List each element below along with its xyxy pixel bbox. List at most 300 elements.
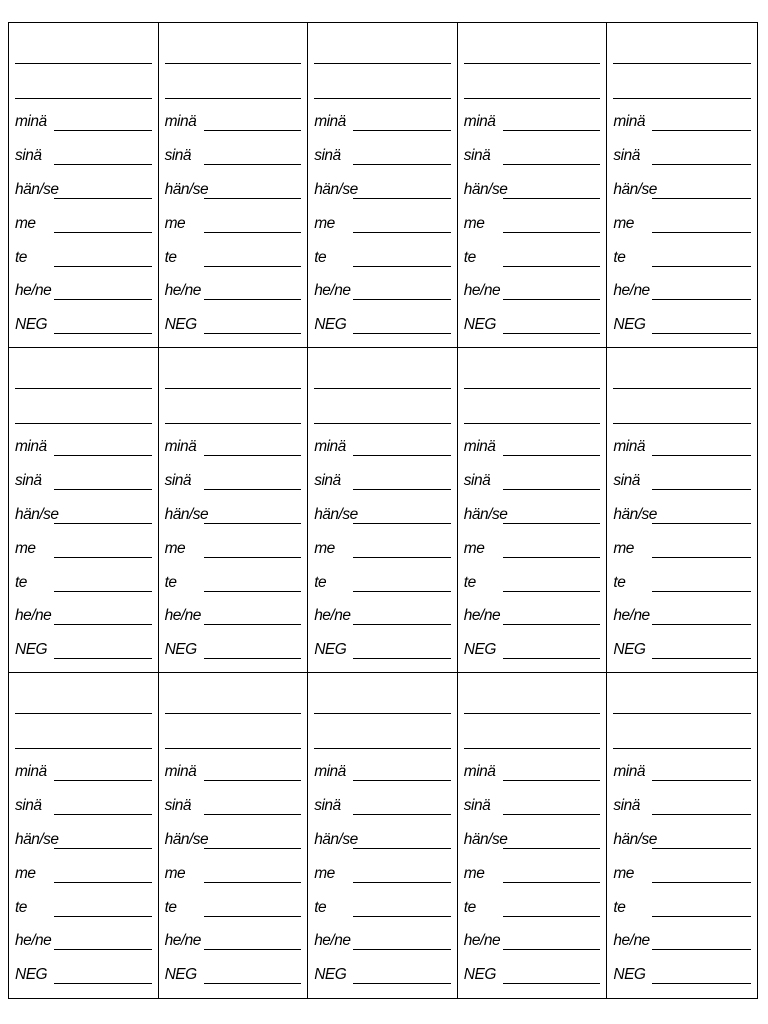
answer-blank-line[interactable]: [204, 232, 302, 233]
verb-meaning-blank-line[interactable]: [165, 748, 302, 749]
conjugation-row: [314, 930, 451, 950]
pronoun-label: minä: [164, 762, 197, 780]
conjugation-row: [15, 179, 152, 199]
conjugation-row: [15, 145, 152, 165]
conjugation-row: [15, 761, 152, 781]
pronoun-label: te: [314, 248, 327, 266]
conjugation-row: [15, 538, 152, 558]
answer-blank-line[interactable]: [503, 266, 601, 267]
conjugation-row: [314, 829, 451, 849]
verb-card: [308, 23, 458, 348]
conjugation-row: [314, 761, 451, 781]
answer-blank-line[interactable]: [54, 232, 152, 233]
answer-blank-line[interactable]: [353, 916, 451, 917]
pronoun-label: NEG: [15, 640, 48, 658]
answer-blank-line[interactable]: [503, 164, 601, 165]
verb-meaning-blank-line[interactable]: [464, 423, 601, 424]
answer-blank-line[interactable]: [353, 299, 451, 300]
answer-blank-line[interactable]: [652, 489, 751, 490]
conjugation-row: [314, 538, 451, 558]
pronoun-label: minä: [613, 112, 645, 130]
answer-blank-line[interactable]: [353, 455, 451, 456]
pronoun-label: hän/se: [15, 830, 59, 848]
answer-blank-line[interactable]: [503, 299, 601, 300]
conjugation-row: [15, 247, 152, 267]
answer-blank-line[interactable]: [503, 848, 601, 849]
pronoun-label: te: [613, 898, 626, 916]
answer-blank-line[interactable]: [652, 557, 751, 558]
answer-blank-line[interactable]: [204, 164, 302, 165]
answer-blank-line[interactable]: [503, 489, 601, 490]
pronoun-label: hän/se: [613, 180, 657, 198]
answer-blank-line[interactable]: [204, 489, 302, 490]
answer-blank-line[interactable]: [503, 591, 601, 592]
verb-meaning-blank-line[interactable]: [165, 98, 302, 99]
conjugation-row: [314, 897, 451, 917]
conjugation-row: [613, 436, 751, 456]
answer-blank-line[interactable]: [54, 164, 152, 165]
pronoun-label: he/ne: [463, 931, 501, 949]
conjugation-row: [464, 280, 601, 300]
answer-blank-line[interactable]: [54, 266, 152, 267]
conjugation-row: [314, 572, 451, 592]
answer-blank-line[interactable]: [54, 333, 152, 334]
verb-card: [458, 673, 608, 998]
conjugation-row: [613, 795, 751, 815]
answer-blank-line[interactable]: [503, 780, 601, 781]
pronoun-label: sinä: [613, 146, 640, 164]
pronoun-label: NEG: [164, 315, 197, 333]
pronoun-label: hän/se: [15, 505, 59, 523]
answer-blank-line[interactable]: [652, 130, 751, 131]
answer-blank-line[interactable]: [652, 523, 751, 524]
pronoun-label: sinä: [314, 146, 341, 164]
answer-blank-line[interactable]: [652, 983, 751, 984]
conjugation-row: [314, 436, 451, 456]
verb-card: [607, 23, 757, 348]
conjugation-row: [15, 897, 152, 917]
conjugation-row: [165, 863, 302, 883]
pronoun-label: sinä: [613, 796, 640, 814]
answer-blank-line[interactable]: [54, 198, 152, 199]
conjugation-row: [314, 863, 451, 883]
pronoun-label: NEG: [314, 315, 347, 333]
pronoun-label: sinä: [15, 471, 42, 489]
pronoun-label: he/ne: [15, 606, 52, 624]
answer-blank-line[interactable]: [652, 299, 751, 300]
conjugation-row: [165, 111, 302, 131]
answer-blank-line[interactable]: [54, 591, 152, 592]
answer-blank-line[interactable]: [204, 130, 302, 131]
pronoun-label: minä: [463, 437, 496, 455]
pronoun-label: he/ne: [314, 931, 351, 949]
verb-blank-line[interactable]: [613, 388, 751, 389]
conjugation-row: [165, 639, 302, 659]
conjugation-row: [613, 247, 751, 267]
answer-blank-line[interactable]: [54, 814, 152, 815]
conjugation-row: [165, 930, 302, 950]
conjugation-row: [464, 795, 601, 815]
conjugation-row: [15, 111, 152, 131]
pronoun-label: me: [15, 214, 36, 232]
verb-card: [308, 348, 458, 673]
pronoun-label: me: [164, 214, 186, 232]
answer-blank-line[interactable]: [54, 489, 152, 490]
conjugation-row: [613, 280, 751, 300]
answer-blank-line[interactable]: [54, 299, 152, 300]
pronoun-label: he/ne: [164, 931, 201, 949]
answer-blank-line[interactable]: [353, 130, 451, 131]
pronoun-label: he/ne: [463, 606, 501, 624]
conjugation-row: [15, 436, 152, 456]
answer-blank-line[interactable]: [353, 983, 451, 984]
verb-meaning-blank-line[interactable]: [464, 748, 601, 749]
answer-blank-line[interactable]: [652, 333, 751, 334]
answer-blank-line[interactable]: [204, 198, 302, 199]
pronoun-label: minä: [314, 112, 346, 130]
pronoun-label: te: [164, 248, 177, 266]
verb-card: [159, 23, 309, 348]
answer-blank-line[interactable]: [652, 455, 751, 456]
answer-blank-line[interactable]: [353, 814, 451, 815]
answer-blank-line[interactable]: [353, 523, 451, 524]
verb-meaning-blank-line[interactable]: [613, 423, 751, 424]
pronoun-label: minä: [463, 762, 496, 780]
pronoun-label: minä: [613, 762, 645, 780]
answer-blank-line[interactable]: [503, 882, 601, 883]
conjugation-row: [165, 605, 302, 625]
pronoun-label: NEG: [463, 965, 496, 983]
verb-blank-line[interactable]: [464, 63, 601, 64]
answer-blank-line[interactable]: [503, 523, 601, 524]
conjugation-row: [165, 470, 302, 490]
conjugation-row: [165, 280, 302, 300]
pronoun-label: he/ne: [613, 606, 650, 624]
conjugation-row: [314, 639, 451, 659]
pronoun-label: me: [15, 539, 36, 557]
conjugation-row: [15, 572, 152, 592]
conjugation-row: [613, 314, 751, 334]
conjugation-row: [464, 470, 601, 490]
conjugation-row: [165, 145, 302, 165]
pronoun-label: minä: [613, 437, 645, 455]
answer-blank-line[interactable]: [652, 164, 751, 165]
answer-blank-line[interactable]: [204, 983, 302, 984]
answer-blank-line[interactable]: [204, 557, 302, 558]
answer-blank-line[interactable]: [503, 814, 601, 815]
verb-blank-line[interactable]: [165, 713, 302, 714]
verb-blank-line[interactable]: [314, 388, 451, 389]
answer-blank-line[interactable]: [54, 658, 152, 659]
pronoun-label: sinä: [15, 146, 42, 164]
conjugation-row: [464, 111, 601, 131]
conjugation-row: [613, 572, 751, 592]
answer-blank-line[interactable]: [204, 814, 302, 815]
pronoun-label: hän/se: [164, 505, 209, 523]
answer-blank-line[interactable]: [54, 949, 152, 950]
answer-blank-line[interactable]: [204, 591, 302, 592]
conjugation-row: [464, 538, 601, 558]
answer-blank-line[interactable]: [353, 780, 451, 781]
pronoun-label: te: [15, 898, 27, 916]
verb-card: [458, 23, 608, 348]
answer-blank-line[interactable]: [652, 624, 751, 625]
answer-blank-line[interactable]: [353, 624, 451, 625]
answer-blank-line[interactable]: [503, 557, 601, 558]
conjugation-row: [15, 829, 152, 849]
verb-card: [159, 348, 309, 673]
answer-blank-line[interactable]: [503, 455, 601, 456]
conjugation-row: [314, 605, 451, 625]
pronoun-label: me: [463, 864, 485, 882]
conjugation-row: [165, 795, 302, 815]
conjugation-row: [15, 605, 152, 625]
answer-blank-line[interactable]: [353, 591, 451, 592]
conjugation-row: [165, 314, 302, 334]
answer-blank-line[interactable]: [54, 780, 152, 781]
conjugation-row: [314, 964, 451, 984]
pronoun-label: te: [463, 898, 476, 916]
conjugation-row: [314, 504, 451, 524]
conjugation-row: [165, 213, 302, 233]
answer-blank-line[interactable]: [54, 848, 152, 849]
pronoun-label: te: [314, 898, 327, 916]
verb-blank-line[interactable]: [314, 713, 451, 714]
answer-blank-line[interactable]: [54, 983, 152, 984]
conjugation-row: [613, 761, 751, 781]
pronoun-label: te: [314, 573, 327, 591]
answer-blank-line[interactable]: [204, 916, 302, 917]
conjugation-row: [314, 111, 451, 131]
answer-blank-line[interactable]: [652, 814, 751, 815]
verb-blank-line[interactable]: [613, 713, 751, 714]
pronoun-label: minä: [463, 112, 496, 130]
answer-blank-line[interactable]: [353, 198, 451, 199]
answer-blank-line[interactable]: [503, 658, 601, 659]
conjugation-row: [165, 504, 302, 524]
conjugation-row: [613, 897, 751, 917]
conjugation-worksheet-grid: [8, 22, 758, 999]
verb-meaning-blank-line[interactable]: [15, 98, 152, 99]
answer-blank-line[interactable]: [54, 523, 152, 524]
conjugation-row: [165, 897, 302, 917]
pronoun-label: te: [463, 248, 476, 266]
pronoun-label: NEG: [314, 965, 347, 983]
pronoun-label: sinä: [314, 796, 341, 814]
answer-blank-line[interactable]: [204, 523, 302, 524]
answer-blank-line[interactable]: [54, 916, 152, 917]
pronoun-label: sinä: [15, 796, 42, 814]
answer-blank-line[interactable]: [503, 130, 601, 131]
conjugation-row: [464, 314, 601, 334]
pronoun-label: minä: [15, 112, 47, 130]
answer-blank-line[interactable]: [652, 232, 751, 233]
answer-blank-line[interactable]: [204, 299, 302, 300]
verb-card: [9, 348, 159, 673]
answer-blank-line[interactable]: [54, 557, 152, 558]
conjugation-row: [15, 930, 152, 950]
conjugation-row: [15, 504, 152, 524]
conjugation-row: [165, 572, 302, 592]
verb-meaning-blank-line[interactable]: [613, 98, 751, 99]
pronoun-label: me: [314, 539, 335, 557]
answer-blank-line[interactable]: [353, 557, 451, 558]
answer-blank-line[interactable]: [204, 949, 302, 950]
answer-blank-line[interactable]: [503, 198, 601, 199]
verb-meaning-blank-line[interactable]: [464, 98, 601, 99]
pronoun-label: te: [15, 573, 27, 591]
pronoun-label: he/ne: [314, 281, 351, 299]
verb-meaning-blank-line[interactable]: [165, 423, 302, 424]
verb-meaning-blank-line[interactable]: [613, 748, 751, 749]
pronoun-label: minä: [314, 762, 346, 780]
answer-blank-line[interactable]: [204, 455, 302, 456]
conjugation-row: [464, 504, 601, 524]
answer-blank-line[interactable]: [353, 266, 451, 267]
answer-blank-line[interactable]: [204, 848, 302, 849]
pronoun-label: he/ne: [164, 281, 201, 299]
answer-blank-line[interactable]: [652, 780, 751, 781]
pronoun-label: sinä: [463, 796, 491, 814]
verb-meaning-blank-line[interactable]: [314, 748, 451, 749]
answer-blank-line[interactable]: [503, 916, 601, 917]
pronoun-label: te: [164, 898, 177, 916]
verb-blank-line[interactable]: [15, 388, 152, 389]
answer-blank-line[interactable]: [353, 882, 451, 883]
conjugation-row: [314, 179, 451, 199]
answer-blank-line[interactable]: [503, 949, 601, 950]
verb-card: [607, 348, 757, 673]
verb-meaning-blank-line[interactable]: [314, 98, 451, 99]
pronoun-label: minä: [314, 437, 346, 455]
verb-meaning-blank-line[interactable]: [15, 423, 152, 424]
pronoun-label: sinä: [314, 471, 341, 489]
pronoun-label: NEG: [15, 315, 48, 333]
answer-blank-line[interactable]: [652, 882, 751, 883]
answer-blank-line[interactable]: [54, 624, 152, 625]
verb-card: [458, 348, 608, 673]
pronoun-label: NEG: [613, 640, 646, 658]
conjugation-row: [464, 639, 601, 659]
conjugation-row: [314, 314, 451, 334]
answer-blank-line[interactable]: [652, 916, 751, 917]
conjugation-row: [15, 314, 152, 334]
answer-blank-line[interactable]: [503, 333, 601, 334]
verb-blank-line[interactable]: [314, 63, 451, 64]
answer-blank-line[interactable]: [652, 266, 751, 267]
pronoun-label: hän/se: [15, 180, 59, 198]
conjugation-row: [613, 639, 751, 659]
conjugation-row: [165, 761, 302, 781]
conjugation-row: [464, 761, 601, 781]
conjugation-row: [464, 863, 601, 883]
verb-blank-line[interactable]: [15, 63, 152, 64]
answer-blank-line[interactable]: [353, 232, 451, 233]
answer-blank-line[interactable]: [503, 983, 601, 984]
pronoun-label: NEG: [463, 640, 496, 658]
answer-blank-line[interactable]: [652, 848, 751, 849]
answer-blank-line[interactable]: [353, 164, 451, 165]
answer-blank-line[interactable]: [204, 658, 302, 659]
verb-blank-line[interactable]: [613, 63, 751, 64]
answer-blank-line[interactable]: [204, 266, 302, 267]
answer-blank-line[interactable]: [204, 333, 302, 334]
pronoun-label: te: [613, 248, 626, 266]
conjugation-row: [613, 829, 751, 849]
pronoun-label: he/ne: [314, 606, 351, 624]
pronoun-label: te: [463, 573, 476, 591]
verb-blank-line[interactable]: [15, 713, 152, 714]
verb-meaning-blank-line[interactable]: [314, 423, 451, 424]
pronoun-label: me: [613, 214, 634, 232]
pronoun-label: hän/se: [463, 180, 508, 198]
answer-blank-line[interactable]: [353, 848, 451, 849]
answer-blank-line[interactable]: [503, 624, 601, 625]
verb-card: [9, 673, 159, 998]
conjugation-row: [464, 213, 601, 233]
pronoun-label: minä: [164, 112, 197, 130]
conjugation-row: [464, 145, 601, 165]
conjugation-row: [613, 964, 751, 984]
verb-blank-line[interactable]: [165, 388, 302, 389]
pronoun-label: NEG: [164, 640, 197, 658]
answer-blank-line[interactable]: [652, 198, 751, 199]
pronoun-label: hän/se: [463, 505, 508, 523]
conjugation-row: [464, 436, 601, 456]
answer-blank-line[interactable]: [353, 658, 451, 659]
conjugation-row: [613, 470, 751, 490]
conjugation-row: [464, 964, 601, 984]
answer-blank-line[interactable]: [503, 232, 601, 233]
answer-blank-line[interactable]: [204, 780, 302, 781]
conjugation-row: [15, 863, 152, 883]
verb-meaning-blank-line[interactable]: [15, 748, 152, 749]
pronoun-label: sinä: [164, 796, 192, 814]
pronoun-label: sinä: [463, 471, 491, 489]
verb-blank-line[interactable]: [464, 388, 601, 389]
verb-blank-line[interactable]: [165, 63, 302, 64]
answer-blank-line[interactable]: [353, 949, 451, 950]
pronoun-label: me: [164, 539, 186, 557]
pronoun-label: sinä: [463, 146, 491, 164]
answer-blank-line[interactable]: [353, 333, 451, 334]
verb-blank-line[interactable]: [464, 713, 601, 714]
pronoun-label: te: [164, 573, 177, 591]
pronoun-label: me: [314, 864, 335, 882]
answer-blank-line[interactable]: [652, 591, 751, 592]
pronoun-label: minä: [15, 762, 47, 780]
conjugation-row: [464, 930, 601, 950]
verb-card: [607, 673, 757, 998]
pronoun-label: te: [15, 248, 27, 266]
answer-blank-line[interactable]: [54, 455, 152, 456]
pronoun-label: NEG: [164, 965, 197, 983]
pronoun-label: me: [463, 539, 485, 557]
conjugation-row: [613, 863, 751, 883]
pronoun-label: sinä: [613, 471, 640, 489]
conjugation-row: [314, 795, 451, 815]
answer-blank-line[interactable]: [204, 624, 302, 625]
pronoun-label: sinä: [164, 471, 192, 489]
answer-blank-line[interactable]: [54, 882, 152, 883]
answer-blank-line[interactable]: [54, 130, 152, 131]
pronoun-label: me: [613, 539, 634, 557]
conjugation-row: [165, 436, 302, 456]
answer-blank-line[interactable]: [353, 489, 451, 490]
answer-blank-line[interactable]: [652, 949, 751, 950]
answer-blank-line[interactable]: [652, 658, 751, 659]
answer-blank-line[interactable]: [204, 882, 302, 883]
